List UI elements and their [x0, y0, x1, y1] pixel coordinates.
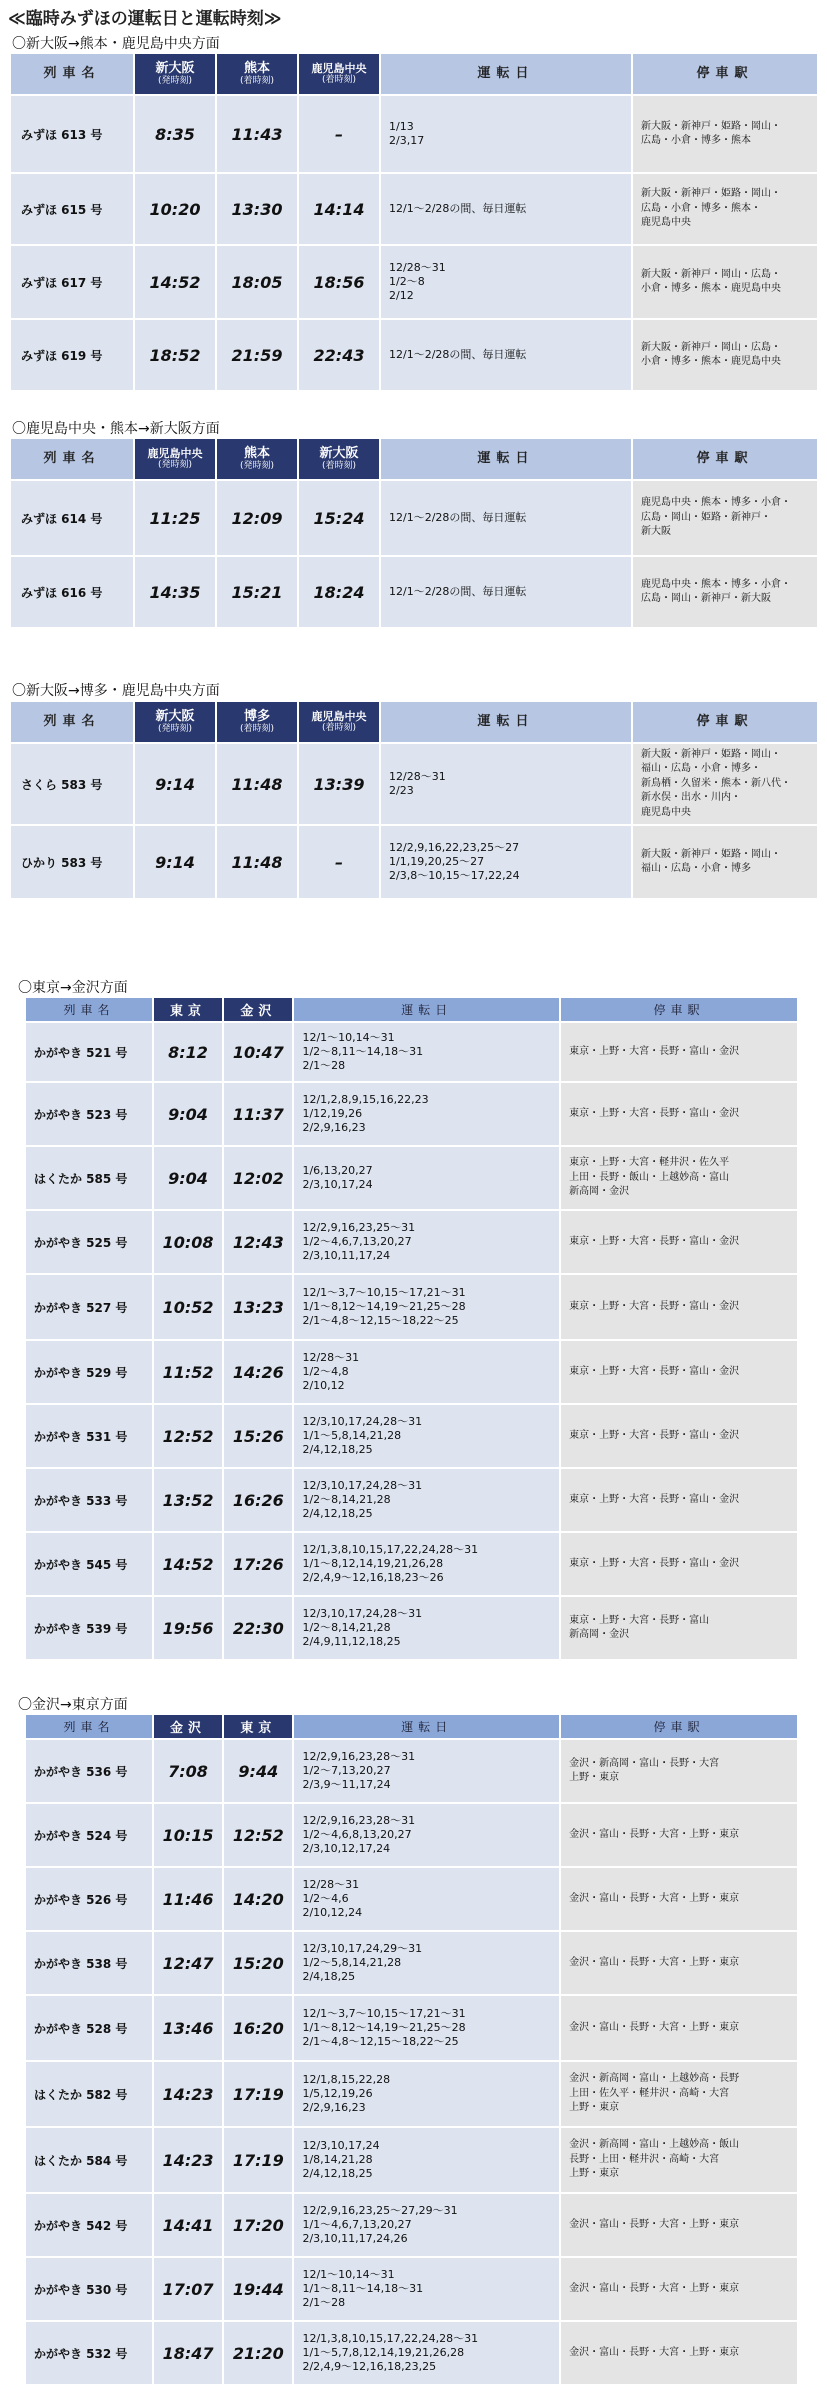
- train-name: かがやき 524 号: [26, 1804, 152, 1866]
- operating-days: 1/6,13,20,27 2/3,10,17,24: [294, 1147, 559, 1209]
- timetable-tokyo-kanazawa: [24, 996, 799, 1661]
- table-row: [26, 1932, 797, 1994]
- train-name: かがやき 523 号: [26, 1083, 152, 1145]
- header-operating-days: 運転日: [381, 702, 631, 742]
- train-name: みずほ 613 号: [11, 96, 133, 172]
- time-cell: 14:14: [299, 174, 379, 244]
- train-name: かがやき 545 号: [26, 1533, 152, 1595]
- train-name: かがやき 529 号: [26, 1341, 152, 1403]
- stop-list: 鹿児島中央・熊本・博多・小倉・ 広島・岡山・姫路・新神戸・ 新大阪: [633, 481, 817, 555]
- table-row: [26, 2194, 797, 2256]
- train-name: かがやき 530 号: [26, 2258, 152, 2320]
- time-cell: 9:14: [135, 826, 215, 898]
- table-row: [26, 1996, 797, 2060]
- time-cell: 22:43: [299, 320, 379, 390]
- header-operating-days: 運転日: [294, 998, 559, 1021]
- time-cell: 21:20: [224, 2322, 292, 2384]
- stop-list: 金沢・富山・長野・大宮・上野・東京: [561, 2258, 797, 2320]
- time-cell: 14:52: [135, 246, 215, 318]
- operating-days: 12/3,10,17,24,29～31 1/2～5,8,14,21,28 2/4,18,25: [294, 1932, 559, 1994]
- stop-list: 金沢・富山・長野・大宮・上野・東京: [561, 1932, 797, 1994]
- time-cell: 11:46: [154, 1868, 222, 1930]
- table-row: [26, 1405, 797, 1467]
- operating-days: 12/3,10,17,24,28～31 1/2～8,14,21,28 2/4,12,18,25: [294, 1469, 559, 1531]
- header-operating-days: 運転日: [381, 54, 631, 94]
- train-name: さくら 583 号: [11, 744, 133, 824]
- header-station: 熊本 (着時刻): [217, 54, 297, 94]
- operating-days: 12/1～2/28の間、毎日運転: [381, 481, 631, 555]
- operating-days: 12/1,3,8,10,15,17,22,24,28～31 1/1～8,12,14,19,21,26,28 2/2,4,9～12,16,18,23～26: [294, 1533, 559, 1595]
- header-stops: 停車駅: [633, 702, 817, 742]
- stop-list: 東京・上野・大宮・長野・富山・金沢: [561, 1275, 797, 1339]
- table-row: [26, 1740, 797, 1802]
- train-name: かがやき 527 号: [26, 1275, 152, 1339]
- operating-days: 12/2,9,16,22,23,25～27 1/1,19,20,25～27 2/3,8～10,15～17,22,24: [381, 826, 631, 898]
- header-train-name: 列車名: [11, 439, 133, 479]
- time-cell: 21:59: [217, 320, 297, 390]
- header-train-name: 列車名: [11, 54, 133, 94]
- time-cell: 13:52: [154, 1469, 222, 1531]
- table-row: [26, 2258, 797, 2320]
- train-name: かがやき 532 号: [26, 2322, 152, 2384]
- time-cell: 14:41: [154, 2194, 222, 2256]
- time-cell: 9:44: [224, 1740, 292, 1802]
- operating-days: 12/3,10,17,24,28～31 1/1～5,8,14,21,28 2/4,12,18,25: [294, 1405, 559, 1467]
- time-cell: 9:04: [154, 1147, 222, 1209]
- stop-list: 金沢・富山・長野・大宮・上野・東京: [561, 1804, 797, 1866]
- table-row: [11, 744, 817, 824]
- table-row: [26, 1341, 797, 1403]
- operating-days: 12/1～3,7～10,15～17,21～31 1/1～8,12～14,19～21,25～28 2/1～4,8～12,15～18,22～25: [294, 1996, 559, 2060]
- time-cell: 11:52: [154, 1341, 222, 1403]
- train-name: はくたか 582 号: [26, 2062, 152, 2126]
- table-row: [26, 1804, 797, 1866]
- time-cell: 18:24: [299, 557, 379, 627]
- operating-days: 12/2,9,16,23,25～31 1/2～4,6,7,13,20,27 2/3,10,11,17,24: [294, 1211, 559, 1273]
- time-cell: 17:20: [224, 2194, 292, 2256]
- page-title: ≪臨時みずほの運転日と運転時刻≫: [8, 9, 282, 29]
- time-cell: 14:26: [224, 1341, 292, 1403]
- train-name: ひかり 583 号: [11, 826, 133, 898]
- operating-days: 1/13 2/3,17: [381, 96, 631, 172]
- header-train-name: 列車名: [26, 1715, 152, 1738]
- operating-days: 12/1～10,14～31 1/1～8,11～14,18～31 2/1～28: [294, 2258, 559, 2320]
- operating-days: 12/3,10,17,24,28～31 1/2～8,14,21,28 2/4,9,11,12,18,25: [294, 1597, 559, 1659]
- time-cell: –: [299, 96, 379, 172]
- table-header-row: [11, 439, 817, 479]
- time-cell: 14:52: [154, 1533, 222, 1595]
- timetable-kanazawa-tokyo: [24, 1713, 799, 2386]
- operating-days: 12/2,9,16,23,28～31 1/2～4,6,8,13,20,27 2/3,10,12,17,24: [294, 1804, 559, 1866]
- header-station: 鹿児島中央 (発時刻): [135, 439, 215, 479]
- operating-days: 12/1～3,7～10,15～17,21～31 1/1～8,12～14,19～21,25～28 2/1～4,8～12,15～18,22～25: [294, 1275, 559, 1339]
- train-name: かがやき 539 号: [26, 1597, 152, 1659]
- time-cell: 10:52: [154, 1275, 222, 1339]
- time-cell: 12:02: [224, 1147, 292, 1209]
- table-row: [11, 246, 817, 318]
- section-heading-osaka-kagoshima: 〇新大阪→熊本・鹿児島中央方面: [12, 36, 220, 52]
- stop-list: 東京・上野・大宮・長野・富山・金沢: [561, 1211, 797, 1273]
- table-header-row: [26, 1715, 797, 1738]
- stop-list: 東京・上野・大宮・軽井沢・佐久平 上田・長野・飯山・上越妙高・富山 新高岡・金沢: [561, 1147, 797, 1209]
- table-row: [26, 1469, 797, 1531]
- train-name: かがやき 533 号: [26, 1469, 152, 1531]
- header-station: 鹿児島中央 (着時刻): [299, 702, 379, 742]
- timetable-osaka-kagoshima: [9, 52, 819, 392]
- time-cell: 15:20: [224, 1932, 292, 1994]
- operating-days: 12/28～31 2/23: [381, 744, 631, 824]
- time-cell: 12:09: [217, 481, 297, 555]
- table-row: [11, 96, 817, 172]
- time-cell: 8:35: [135, 96, 215, 172]
- table-row: [11, 174, 817, 244]
- time-cell: 12:52: [154, 1405, 222, 1467]
- time-cell: 13:46: [154, 1996, 222, 2060]
- table-row: [26, 2062, 797, 2126]
- time-cell: 10:47: [224, 1023, 292, 1081]
- train-name: みずほ 617 号: [11, 246, 133, 318]
- table-row: [26, 1533, 797, 1595]
- operating-days: 12/28～31 1/2～4,6 2/10,12,24: [294, 1868, 559, 1930]
- train-name: かがやき 528 号: [26, 1996, 152, 2060]
- stop-list: 東京・上野・大宮・長野・富山・金沢: [561, 1405, 797, 1467]
- table-row: [26, 1597, 797, 1659]
- time-cell: 12:47: [154, 1932, 222, 1994]
- table-row: [26, 1147, 797, 1209]
- train-name: みずほ 616 号: [11, 557, 133, 627]
- time-cell: 17:26: [224, 1533, 292, 1595]
- time-cell: 14:20: [224, 1868, 292, 1930]
- timetable-osaka-hakata: [9, 700, 819, 900]
- stop-list: 新大阪・新神戸・岡山・広島・ 小倉・博多・熊本・鹿児島中央: [633, 320, 817, 390]
- stop-list: 金沢・新高岡・富山・長野・大宮 上野・東京: [561, 1740, 797, 1802]
- stop-list: 新大阪・新神戸・岡山・広島・ 小倉・博多・熊本・鹿児島中央: [633, 246, 817, 318]
- stop-list: 新大阪・新神戸・姫路・岡山・ 福山・広島・小倉・博多・ 新鳥栖・久留米・熊本・新八代・ 新水俣・出水・川内・ 鹿児島中央: [633, 744, 817, 824]
- time-cell: 9:04: [154, 1083, 222, 1145]
- time-cell: 10:08: [154, 1211, 222, 1273]
- operating-days: 12/1～2/28の間、毎日運転: [381, 320, 631, 390]
- header-station: 新大阪 (着時刻): [299, 439, 379, 479]
- header-station: 新大阪 (発時刻): [135, 702, 215, 742]
- operating-days: 12/2,9,16,23,25～27,29～31 1/1～4,6,7,13,20,27 2/3,10,11,17,24,26: [294, 2194, 559, 2256]
- train-name: かがやき 526 号: [26, 1868, 152, 1930]
- time-cell: 7:08: [154, 1740, 222, 1802]
- stop-list: 東京・上野・大宮・長野・富山・金沢: [561, 1023, 797, 1081]
- table-row: [26, 1083, 797, 1145]
- time-cell: 19:56: [154, 1597, 222, 1659]
- header-train-name: 列車名: [26, 998, 152, 1021]
- time-cell: 10:15: [154, 1804, 222, 1866]
- table-row: [26, 1023, 797, 1081]
- header-station: 熊本 (発時刻): [217, 439, 297, 479]
- time-cell: 18:05: [217, 246, 297, 318]
- header-station: 鹿児島中央 (着時刻): [299, 54, 379, 94]
- time-cell: 13:30: [217, 174, 297, 244]
- stop-list: 東京・上野・大宮・長野・富山・金沢: [561, 1469, 797, 1531]
- header-operating-days: 運転日: [381, 439, 631, 479]
- stop-list: 東京・上野・大宮・長野・富山・金沢: [561, 1341, 797, 1403]
- stop-list: 東京・上野・大宮・長野・富山 新高岡・金沢: [561, 1597, 797, 1659]
- table-header-row: [26, 998, 797, 1021]
- train-name: みずほ 614 号: [11, 481, 133, 555]
- time-cell: 18:52: [135, 320, 215, 390]
- train-name: かがやき 536 号: [26, 1740, 152, 1802]
- time-cell: 14:23: [154, 2062, 222, 2126]
- stop-list: 金沢・富山・長野・大宮・上野・東京: [561, 2194, 797, 2256]
- operating-days: 12/1,8,15,22,28 1/5,12,19,26 2/2,9,16,23: [294, 2062, 559, 2126]
- train-name: みずほ 615 号: [11, 174, 133, 244]
- time-cell: 19:44: [224, 2258, 292, 2320]
- time-cell: 18:56: [299, 246, 379, 318]
- train-name: はくたか 584 号: [26, 2128, 152, 2192]
- table-row: [26, 2128, 797, 2192]
- time-cell: 17:07: [154, 2258, 222, 2320]
- time-cell: 15:24: [299, 481, 379, 555]
- section-heading-osaka-hakata: 〇新大阪→博多・鹿児島中央方面: [12, 683, 220, 699]
- stop-list: 新大阪・新神戸・姫路・岡山・ 福山・広島・小倉・博多: [633, 826, 817, 898]
- section-heading-kagoshima-osaka: 〇鹿児島中央・熊本→新大阪方面: [12, 421, 220, 437]
- time-cell: 11:37: [224, 1083, 292, 1145]
- time-cell: 15:26: [224, 1405, 292, 1467]
- table-row: [11, 481, 817, 555]
- table-row: [26, 1868, 797, 1930]
- time-cell: 12:43: [224, 1211, 292, 1273]
- operating-days: 12/1,3,8,10,15,17,22,24,28～31 1/1～5,7,8,12,14,19,21,26,28 2/2,4,9～12,16,18,23,25: [294, 2322, 559, 2384]
- stop-list: 金沢・新高岡・富山・上越妙高・長野 上田・佐久平・軽井沢・高崎・大宮 上野・東京: [561, 2062, 797, 2126]
- stop-list: 東京・上野・大宮・長野・富山・金沢: [561, 1083, 797, 1145]
- time-cell: 13:23: [224, 1275, 292, 1339]
- time-cell: –: [299, 826, 379, 898]
- table-row: [11, 826, 817, 898]
- stop-list: 金沢・富山・長野・大宮・上野・東京: [561, 1996, 797, 2060]
- time-cell: 11:48: [217, 744, 297, 824]
- operating-days: 12/1～10,14～31 1/2～8,11～14,18～31 2/1～28: [294, 1023, 559, 1081]
- header-station: 東京: [224, 1715, 292, 1738]
- table-header-row: [11, 54, 817, 94]
- train-name: みずほ 619 号: [11, 320, 133, 390]
- train-name: かがやき 525 号: [26, 1211, 152, 1273]
- stop-list: 金沢・富山・長野・大宮・上野・東京: [561, 1868, 797, 1930]
- time-cell: 22:30: [224, 1597, 292, 1659]
- header-stops: 停車駅: [633, 54, 817, 94]
- time-cell: 10:20: [135, 174, 215, 244]
- time-cell: 15:21: [217, 557, 297, 627]
- time-cell: 17:19: [224, 2128, 292, 2192]
- stop-list: 新大阪・新神戸・姫路・岡山・ 広島・小倉・博多・熊本: [633, 96, 817, 172]
- time-cell: 11:48: [217, 826, 297, 898]
- time-cell: 13:39: [299, 744, 379, 824]
- train-name: かがやき 542 号: [26, 2194, 152, 2256]
- table-row: [26, 1211, 797, 1273]
- operating-days: 12/2,9,16,23,28～31 1/2～7,13,20,27 2/3,9～11,17,24: [294, 1740, 559, 1802]
- table-row: [26, 1275, 797, 1339]
- time-cell: 18:47: [154, 2322, 222, 2384]
- time-cell: 14:23: [154, 2128, 222, 2192]
- timetable-kagoshima-osaka: [9, 437, 819, 629]
- table-row: [11, 320, 817, 390]
- table-row: [11, 557, 817, 627]
- time-cell: 16:26: [224, 1469, 292, 1531]
- header-station: 新大阪 (発時刻): [135, 54, 215, 94]
- header-stops: 停車駅: [633, 439, 817, 479]
- stop-list: 新大阪・新神戸・姫路・岡山・ 広島・小倉・博多・熊本・ 鹿児島中央: [633, 174, 817, 244]
- train-name: はくたか 585 号: [26, 1147, 152, 1209]
- operating-days: 12/28～31 1/2～4,8 2/10,12: [294, 1341, 559, 1403]
- operating-days: 12/28～31 1/2～8 2/12: [381, 246, 631, 318]
- time-cell: 11:43: [217, 96, 297, 172]
- operating-days: 12/3,10,17,24 1/8,14,21,28 2/4,12,18,25: [294, 2128, 559, 2192]
- table-row: [26, 2322, 797, 2384]
- stop-list: 金沢・新高岡・富山・上越妙高・飯山 長野・上田・軽井沢・高崎・大宮 上野・東京: [561, 2128, 797, 2192]
- header-stops: 停車駅: [561, 998, 797, 1021]
- table-header-row: [11, 702, 817, 742]
- header-operating-days: 運転日: [294, 1715, 559, 1738]
- train-name: かがやき 538 号: [26, 1932, 152, 1994]
- stop-list: 金沢・富山・長野・大宮・上野・東京: [561, 2322, 797, 2384]
- time-cell: 9:14: [135, 744, 215, 824]
- time-cell: 8:12: [154, 1023, 222, 1081]
- time-cell: 16:20: [224, 1996, 292, 2060]
- header-station: 東京: [154, 998, 222, 1021]
- stop-list: 東京・上野・大宮・長野・富山・金沢: [561, 1533, 797, 1595]
- header-train-name: 列車名: [11, 702, 133, 742]
- header-station: 金沢: [154, 1715, 222, 1738]
- operating-days: 12/1,2,8,9,15,16,22,23 1/12,19,26 2/2,9,16,23: [294, 1083, 559, 1145]
- time-cell: 14:35: [135, 557, 215, 627]
- header-stops: 停車駅: [561, 1715, 797, 1738]
- section-heading-tokyo-kanazawa: 〇東京→金沢方面: [18, 980, 128, 996]
- operating-days: 12/1～2/28の間、毎日運転: [381, 174, 631, 244]
- train-name: かがやき 531 号: [26, 1405, 152, 1467]
- header-station: 博多 (着時刻): [217, 702, 297, 742]
- time-cell: 12:52: [224, 1804, 292, 1866]
- header-station: 金沢: [224, 998, 292, 1021]
- time-cell: 17:19: [224, 2062, 292, 2126]
- time-cell: 11:25: [135, 481, 215, 555]
- stop-list: 鹿児島中央・熊本・博多・小倉・ 広島・岡山・新神戸・新大阪: [633, 557, 817, 627]
- operating-days: 12/1～2/28の間、毎日運転: [381, 557, 631, 627]
- train-name: かがやき 521 号: [26, 1023, 152, 1081]
- section-heading-kanazawa-tokyo: 〇金沢→東京方面: [18, 1697, 128, 1713]
